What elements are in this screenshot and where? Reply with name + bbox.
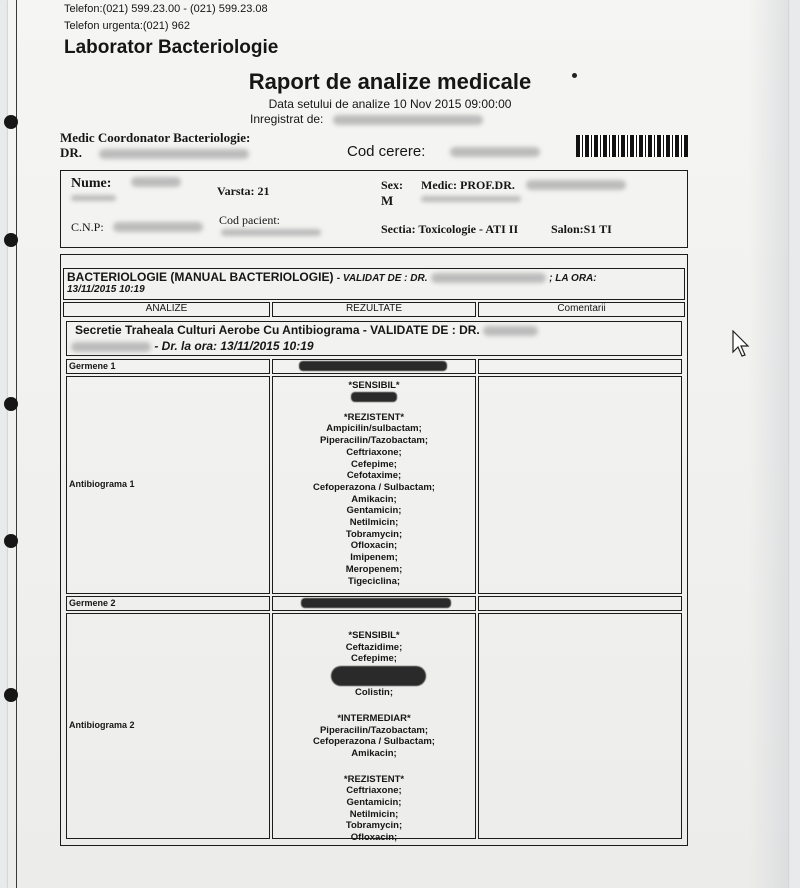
antibiograma1-result-cell (272, 376, 476, 594)
paper-fold-line (16, 0, 17, 888)
rezistent-item: Tobramycin; (345, 528, 403, 540)
rezistent-item: Meropenem; (345, 563, 403, 575)
cnp-label: C.N.P: (71, 220, 104, 234)
redacted-block (333, 115, 483, 125)
rezistent-item: Netilmicin; (349, 808, 399, 820)
sex-label: Sex: (381, 178, 403, 192)
column-comentarii: Comentarii (478, 302, 685, 317)
antibiograma2-label: Antibiograma 2 (69, 720, 135, 730)
punch-hole (4, 397, 18, 411)
germene2-comment-cell (478, 596, 682, 611)
rezistent-item: Ceftriaxone; (346, 785, 402, 797)
antibiograma1-label-cell (66, 376, 270, 594)
date-line: Data setului de analize 10 Nov 2015 09:00:00 (268, 97, 512, 111)
intermediar-heading: *INTERMEDIAR* (337, 712, 411, 724)
antibiograma2-result-cell (272, 613, 476, 844)
punch-hole (4, 115, 18, 129)
cod-pacient-label: Cod pacient: (219, 213, 280, 227)
test-title: Secretie Traheala Culturi Aerobe Cu Antibiograma - VALIDATE DE : DR. (75, 323, 538, 337)
germene2-result-cell (272, 596, 476, 611)
rezistent-item: Tigeciclina; (347, 575, 401, 587)
punch-hole (4, 534, 18, 548)
urgent-phone-line: Telefon urgenta:(021) 962 (64, 20, 190, 32)
antibiograma2-results (273, 630, 475, 844)
lab-title: Laborator Bacteriologie (64, 37, 279, 58)
sectia-label: Sectia: Toxicologie - ATI II (381, 222, 519, 236)
rezistent-item: Netilmicin; (349, 517, 399, 529)
registered-by (250, 112, 483, 126)
germene1-label-cell (66, 359, 270, 374)
sensibil-heading: *SENSIBIL* (348, 380, 400, 391)
rezistent-item: Amikacin; (351, 493, 397, 505)
redacted-block (421, 196, 521, 202)
column-analize: ANALIZE (63, 302, 270, 317)
redacted-block (450, 147, 540, 157)
intermediar-item: Amikacin; (351, 747, 397, 759)
mouse-cursor-icon (732, 330, 752, 360)
sensibil-item: Ceftazidime; (345, 641, 403, 653)
redacted-block (301, 598, 451, 608)
test-title-block (66, 321, 682, 356)
punch-hole (4, 688, 18, 702)
germene1-comment-cell (478, 359, 682, 374)
patient-box (60, 170, 688, 248)
redacted-block (331, 666, 426, 686)
sensibil-heading: *SENSIBIL* (348, 630, 400, 641)
redacted-block (483, 326, 538, 336)
rezistent-item: Ampicilin/sulbactam; (326, 423, 422, 435)
redacted-block (113, 222, 203, 232)
antibiograma2-label-cell (66, 613, 270, 839)
antibiograma1-comment-cell (478, 376, 682, 594)
registered-label: Inregistrat de: (250, 112, 324, 126)
rezistent-item: Cefotaxime; (346, 470, 402, 482)
redacted-block (351, 392, 397, 402)
intermediar-item: Cefoperazona / Sulbactam; (313, 736, 435, 748)
sensibil-item: Colistin; (355, 687, 393, 699)
ink-dot (572, 73, 577, 78)
redacted-block (71, 342, 151, 352)
rezistent-item: Gentamicin; (346, 505, 402, 517)
coordinator-dr (60, 145, 249, 161)
rezistent-item: Ofloxacin; (350, 832, 398, 844)
sex-value: M (381, 193, 394, 208)
test-subtitle: - Dr. la ora: 13/11/2015 10:19 (71, 339, 314, 353)
cod-cerere (347, 143, 540, 160)
coordinator-label: Medic Coordonator Bacteriologie: (60, 130, 251, 145)
section-title: BACTERIOLOGIE (MANUAL BACTERIOLOGIE) - VALIDAT DE : DR. ; LA ORA: (67, 270, 597, 284)
antibiograma1-label: Antibiograma 1 (69, 479, 135, 489)
redacted-block (99, 149, 249, 159)
redacted-block (526, 180, 626, 190)
redacted-block (71, 195, 116, 201)
redacted-block (131, 177, 181, 187)
report-title: Raport de analize medicale (248, 69, 532, 94)
sensibil-item: Cefepime; (351, 653, 397, 665)
rezistent-item: Ceftriaxone; (346, 446, 402, 458)
section-header (63, 268, 685, 300)
column-rezultate: REZULTATE (272, 302, 476, 317)
rezistent-item: Cefoperazona / Sulbactam; (313, 481, 435, 493)
nume-label: Nume: (71, 176, 112, 191)
redacted-block (431, 273, 546, 283)
salon-label: Salon:S1 TI (551, 222, 612, 236)
rezistent-item: Gentamicin; (346, 797, 402, 809)
rezistent-item: Tobramycin; (345, 820, 403, 832)
cod-cerere-label: Cod cerere: (347, 143, 426, 160)
barcode (576, 135, 688, 157)
phone-line: Telefon:(021) 599.23.00 - (021) 599.23.08 (64, 3, 268, 15)
antibiograma1-results (273, 380, 475, 587)
rezistent-heading: *REZISTENT* (343, 411, 405, 423)
medic-label: Medic: PROF.DR. (421, 178, 515, 192)
antibiograma2-comment-cell (478, 613, 682, 839)
rezistent-item: Imipenem; (350, 552, 398, 564)
rezistent-item: Cefepime; (351, 458, 397, 470)
rezistent-item: Piperacilin/Tazobactam; (319, 435, 429, 447)
redacted-block (221, 229, 321, 236)
rezistent-item: Ofloxacin; (350, 540, 398, 552)
dr-label: DR. (60, 145, 83, 160)
germene2-label: Germene 2 (69, 598, 116, 608)
germene1-result-cell (272, 359, 476, 374)
rezistent-heading: *REZISTENT* (343, 773, 405, 785)
intermediar-item: Piperacilin/Tazobactam; (319, 724, 429, 736)
section-date: 13/11/2015 10:19 (67, 284, 145, 295)
germene2-label-cell (66, 596, 270, 611)
germene1-label: Germene 1 (69, 361, 116, 371)
varsta-label: Varsta: 21 (217, 184, 270, 198)
redacted-block (299, 361, 447, 371)
punch-hole (4, 233, 18, 247)
